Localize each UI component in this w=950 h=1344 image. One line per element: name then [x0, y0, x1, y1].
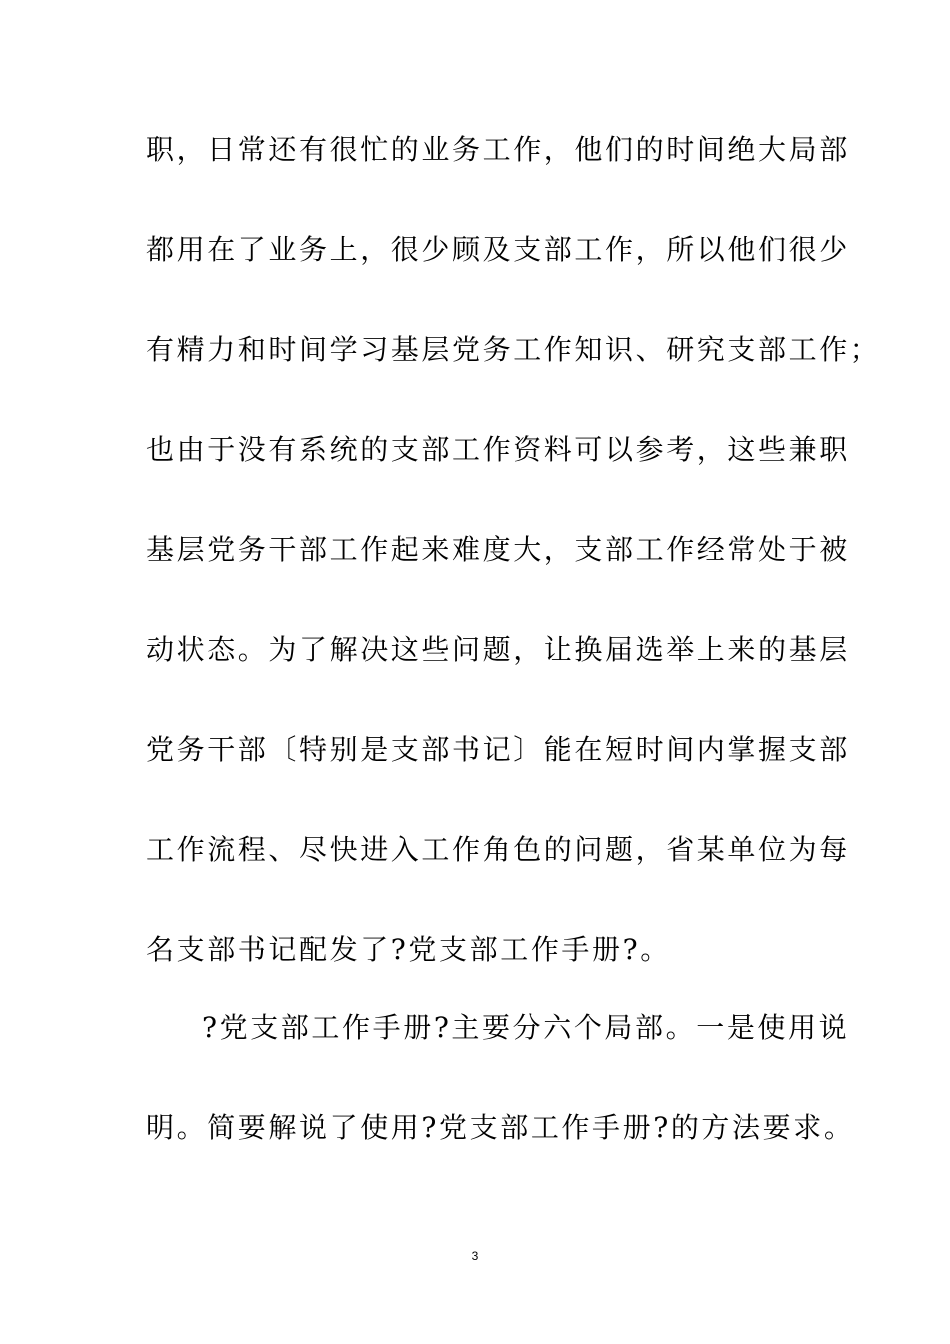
text-line: 动状态。为了解决这些问题，让换届选举上来的基层 [146, 633, 850, 666]
text-line: 基层党务干部工作起来难度大，支部工作经常处于被 [146, 533, 850, 566]
text-line: 职，日常还有很忙的业务工作，他们的时间绝大局部 [146, 133, 850, 166]
page-number: 3 [471, 1249, 479, 1263]
paragraph-first-line: ?党支部工作手册?主要分六个局部。一是使用说 [202, 1011, 850, 1044]
text-line: 有精力和时间学习基层党务工作知识、研究支部工作； [146, 333, 881, 366]
text-line: 也由于没有系统的支部工作资料可以参考，这些兼职 [146, 433, 850, 466]
text-line: 党务干部〔特别是支部书记〕能在短时间内掌握支部 [146, 733, 850, 766]
text-line: 都用在了业务上，很少顾及支部工作，所以他们很少 [146, 233, 850, 266]
text-line: 明。简要解说了使用?党支部工作手册?的方法要求。 [146, 1111, 855, 1144]
text-line: 工作流程、尽快进入工作角色的问题，省某单位为每 [146, 833, 850, 866]
text-line: 名支部书记配发了?党支部工作手册?。 [146, 933, 671, 966]
